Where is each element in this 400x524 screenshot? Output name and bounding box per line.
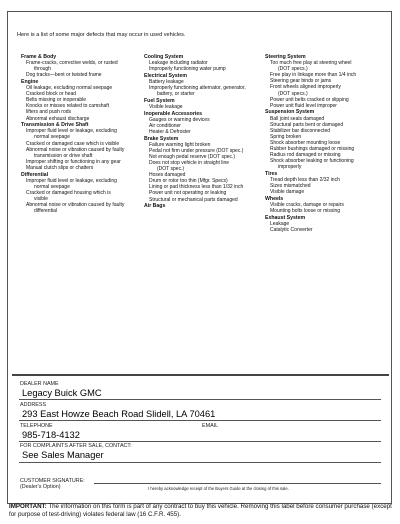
defect-item: Too much free play at steering wheel bbox=[270, 60, 352, 67]
defect-item: Failure warning light broken bbox=[149, 141, 211, 148]
defect-section-title: Engine bbox=[21, 78, 39, 85]
dealer-telephone: 985-718-4132 bbox=[22, 430, 80, 440]
defect-section-title: Exhaust System bbox=[265, 214, 306, 221]
defect-item: Abnormal noise or vibration caused by faulty bbox=[26, 202, 125, 209]
defect-item: Leakage including radiator bbox=[149, 60, 208, 67]
defect-item: Improper fluid level or leakage, excluding bbox=[26, 177, 117, 184]
customer-signature-label: CUSTOMER SIGNATURE: bbox=[20, 478, 85, 484]
defect-item: Lining or pad thickness less than 1/32 inch bbox=[149, 184, 244, 191]
defect-section-title: Steering System bbox=[265, 54, 306, 60]
defect-section bbox=[21, 122, 139, 171]
defect-item: Frame-cracks, corrective welds, or rusted bbox=[26, 60, 118, 67]
defect-item: Visible cracks, damage or repairs bbox=[270, 202, 344, 209]
defect-section-title: Inoperable Accessories bbox=[144, 110, 203, 117]
defect-section-title: Wheels bbox=[265, 195, 284, 202]
defect-section bbox=[144, 203, 260, 209]
defect-item: Improper shifting or functioning in any gear bbox=[26, 158, 121, 165]
defect-item: Not enough pedal reserve (DOT spec.) bbox=[149, 153, 236, 160]
defect-item: Abnormal noise or vibration caused by faulty bbox=[26, 146, 125, 153]
defect-section bbox=[144, 73, 260, 97]
defect-item: (DOT spec.) bbox=[157, 166, 185, 173]
defect-item: Drum or rotor too thin (Mfgr. Specs) bbox=[149, 178, 228, 185]
defects-column-1 bbox=[21, 54, 139, 215]
important-notice bbox=[9, 503, 394, 518]
dealer-name-label: DEALER NAME bbox=[20, 381, 59, 387]
defect-item: Power unit not operating or leaking bbox=[149, 190, 227, 197]
defect-item: Free play in linkage more than 1/4 inch bbox=[270, 72, 357, 79]
complaints-contact: See Sales Manager bbox=[22, 450, 104, 460]
defect-section-title: Air Bags bbox=[144, 203, 166, 210]
defect-section bbox=[265, 196, 389, 214]
defect-item: Tread depth less than 2/32 inch bbox=[270, 177, 340, 184]
defect-item: through bbox=[34, 66, 51, 73]
section-divider bbox=[12, 374, 389, 376]
defect-section-title: Cooling System bbox=[144, 54, 184, 60]
intro-text: Here is a list of some major defects that may occur in used vehicles. bbox=[17, 32, 186, 38]
defect-section-title: Differential bbox=[21, 171, 49, 178]
defect-section bbox=[21, 54, 139, 78]
defect-section-title: Suspension System bbox=[265, 109, 315, 116]
defect-item: Power unit belts cracked or slipping bbox=[270, 96, 349, 103]
defect-item: Improper fluid level or leakage, excluding bbox=[26, 128, 117, 135]
defect-section-title: Transmission & Drive Shaft bbox=[21, 122, 89, 129]
defect-item: Power unit fluid level improper bbox=[270, 102, 337, 109]
defect-item: Spring broken bbox=[270, 133, 302, 140]
defect-item: Sizes mismatched bbox=[270, 183, 311, 190]
defect-item: Battery leakage bbox=[149, 78, 184, 85]
dealer-address: 293 East Howze Beach Road Slidell, LA 70461 bbox=[22, 409, 216, 419]
defect-item: Abnormal exhaust discharge bbox=[26, 115, 90, 122]
defect-item: Ball joint seals damaged bbox=[270, 115, 325, 122]
defect-item: Visible damage bbox=[270, 189, 305, 196]
defect-item: Cracked or damaged case which is visible bbox=[26, 140, 120, 147]
defect-item: Structural parts bent or damaged bbox=[270, 121, 344, 128]
defect-item: (DOT specs.) bbox=[278, 66, 308, 73]
defect-section bbox=[265, 54, 389, 109]
complaints-label: FOR COMPLAINTS AFTER SALE, CONTACT: bbox=[20, 443, 132, 449]
defect-item: Dog tracks—bent or twisted frame bbox=[26, 72, 102, 79]
dealer-name: Legacy Buick GMC bbox=[22, 388, 102, 398]
important-text: The information on this form is part of any contract to buy this vehicle. Removing this label before consumer purchase (except for purpose of test-driving) violates federal law (16 C.F.R. 455). bbox=[9, 503, 392, 518]
defect-item: Improperly functioning alternator, generator, bbox=[149, 85, 246, 92]
address-label: ADDRESS bbox=[20, 402, 47, 408]
defect-item: differential bbox=[34, 208, 57, 215]
dealer-option-label: (Dealer's Option) bbox=[20, 484, 61, 490]
defect-item: transmission or drive shaft bbox=[34, 152, 93, 159]
defect-item: Catalytic Converter bbox=[270, 227, 313, 233]
defect-item: Oil leakage, excluding normal seepage bbox=[26, 85, 113, 92]
defect-item: Improperly functioning water pump bbox=[149, 66, 226, 73]
defect-section bbox=[265, 215, 389, 233]
defects-column-3 bbox=[265, 54, 389, 234]
defect-item: Radius rod damaged or missing bbox=[270, 152, 341, 159]
defect-item: Shock absorber leaking or functioning bbox=[270, 158, 354, 165]
important-label: IMPORTANT: bbox=[9, 503, 47, 510]
defect-section-title: Brake System bbox=[144, 135, 179, 142]
defect-item: Manual clutch slips or chatters bbox=[26, 164, 94, 171]
defect-section bbox=[144, 136, 260, 203]
defect-item: Belts missing or inoperable bbox=[26, 97, 87, 104]
defect-item: Leakage bbox=[270, 220, 290, 227]
defect-section bbox=[144, 54, 260, 72]
defect-section-title: Frame & Body bbox=[21, 54, 57, 60]
defect-item: Cracked or damaged housing which is bbox=[26, 189, 111, 196]
defect-section bbox=[265, 171, 389, 195]
defect-section bbox=[144, 111, 260, 135]
divider bbox=[19, 441, 381, 442]
defect-item: improperly bbox=[278, 164, 302, 171]
defect-item: Shock absorber mounting loose bbox=[270, 139, 341, 146]
acknowledge-text: I hereby acknowledge receipt of the Buyers Guide at the closing of this sale. bbox=[148, 486, 289, 491]
defect-item: normal seepage bbox=[34, 183, 70, 190]
defect-section-title: Electrical System bbox=[144, 72, 187, 79]
defects-column-2 bbox=[144, 54, 260, 210]
divider bbox=[19, 462, 381, 463]
defect-item: visible bbox=[34, 195, 48, 202]
defect-section bbox=[21, 172, 139, 215]
defect-item: Rubber bushings damaged or missing bbox=[270, 146, 355, 152]
defect-section bbox=[144, 98, 260, 110]
defect-item: Stabilizer bar disconnected bbox=[270, 127, 331, 134]
defect-item: battery, or starter bbox=[157, 91, 195, 98]
defect-item: Hoses damaged bbox=[149, 172, 186, 179]
defect-item: Knocks or misses related to camshaft bbox=[26, 103, 110, 110]
defect-item: Air conditioner bbox=[149, 122, 181, 129]
defect-item: Structural or mechanical parts damaged bbox=[149, 196, 238, 203]
defect-item: Gauges or warning devices bbox=[149, 116, 210, 123]
defect-item: (DOT specs.) bbox=[278, 90, 308, 97]
divider bbox=[19, 399, 381, 400]
signature-line[interactable] bbox=[94, 483, 381, 484]
defect-item: Does not stop vehicle in straight line bbox=[149, 159, 230, 166]
defect-item: Heater & Defroster bbox=[149, 128, 191, 135]
defect-item: Pedal not firm under pressure (DOT spec.) bbox=[149, 147, 244, 154]
defect-section-title: Fuel System bbox=[144, 97, 175, 104]
defect-section-title: Tires bbox=[265, 170, 278, 177]
divider bbox=[19, 420, 381, 421]
defect-item: Steering gear binds or jams bbox=[270, 78, 332, 85]
defect-item: normal seepage bbox=[34, 134, 70, 141]
defect-item: Visible leakage bbox=[149, 103, 183, 110]
defect-item: Cracked block or head bbox=[26, 91, 77, 98]
defect-section bbox=[21, 79, 139, 122]
defect-item: Front wheels aligned improperly bbox=[270, 84, 341, 91]
email-label: EMAIL bbox=[202, 423, 219, 429]
defect-item: Mounting bolts loose or missing bbox=[270, 208, 341, 215]
defect-section bbox=[265, 109, 389, 170]
defect-item: lifters and push rods bbox=[26, 109, 72, 116]
telephone-label: TELEPHONE bbox=[20, 423, 53, 429]
